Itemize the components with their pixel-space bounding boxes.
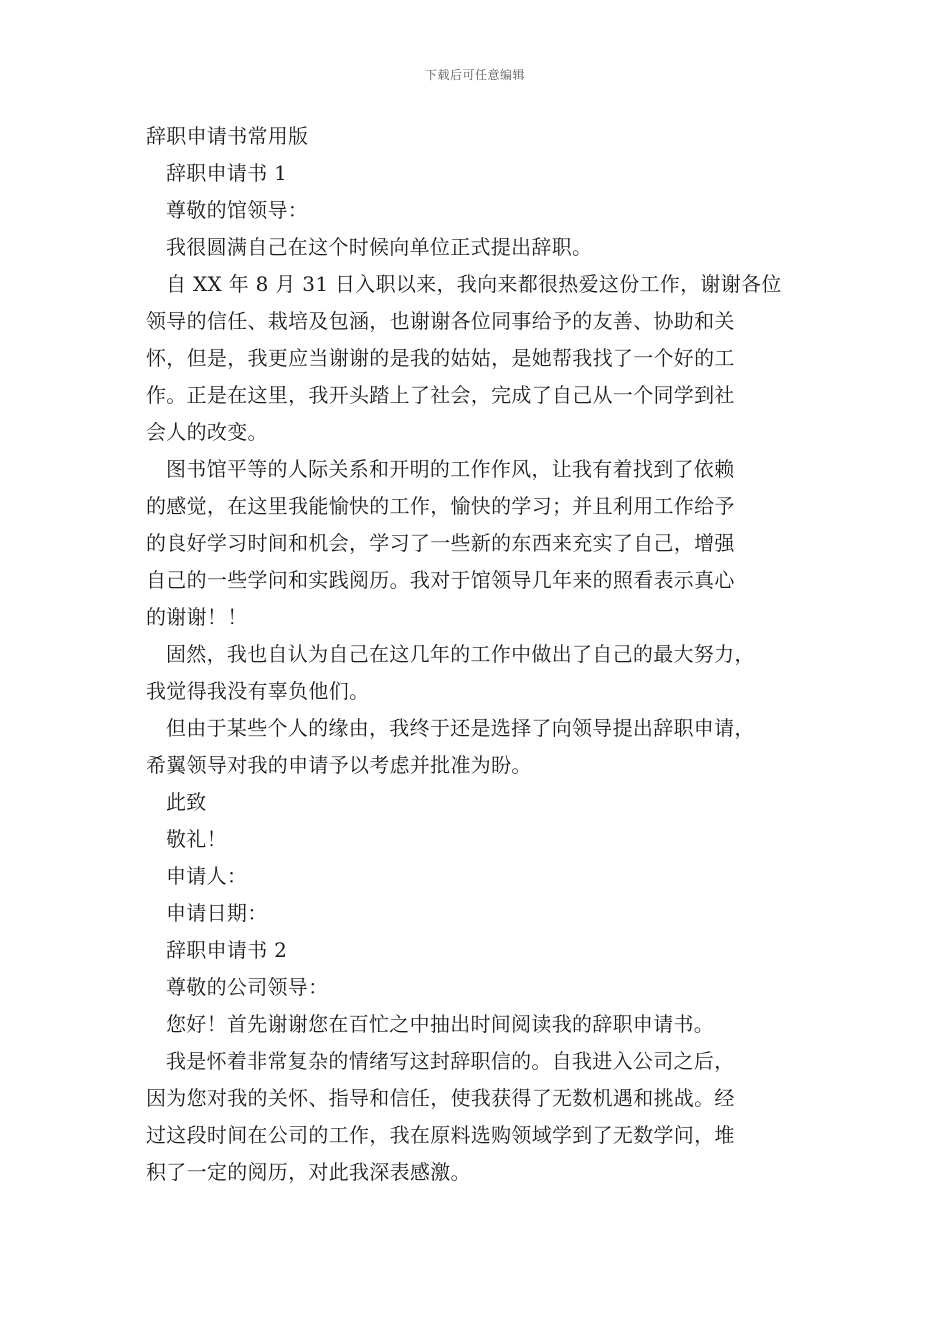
- document-title: 辞职申请书常用版: [146, 124, 309, 148]
- text-line: 过这段时间在公司的工作，我在原料选购领域学到了无数学问，堆: [146, 1123, 735, 1147]
- text-line: 我觉得我没有辜负他们。: [146, 679, 370, 703]
- text-line: 领导的信任、栽培及包涵，也谢谢各位同事给予的友善、协助和关: [146, 309, 735, 333]
- text-line: 的感觉，在这里我能愉快的工作，愉快的学习；并且利用工作给予: [146, 494, 735, 518]
- text-line: 会人的改变。: [146, 420, 268, 444]
- text-line: 的良好学习时间和机会，学习了一些新的东西来充实了自己，增强: [146, 531, 735, 555]
- text-line: 怀，但是，我更应当谢谢的是我的姑姑，是她帮我找了一个好的工: [146, 346, 735, 370]
- text-line: 辞职申请书 2: [166, 938, 288, 962]
- text-line: 尊敬的馆领导：: [166, 198, 309, 222]
- text-line: 自己的一些学问和实践阅历。我对于馆领导几年来的照看表示真心: [146, 568, 735, 592]
- text-line: 希翼领导对我的申请予以考虑并批准为盼。: [146, 753, 532, 777]
- text-line: 但由于某些个人的缘由，我终于还是选择了向领导提出辞职申请，: [166, 716, 755, 740]
- paragraph-lines: [146, 155, 816, 1191]
- text-line: 此致: [166, 790, 207, 814]
- text-line: 我很圆满自己在这个时候向单位正式提出辞职。: [166, 235, 593, 259]
- text-line: 我是怀着非常复杂的情绪写这封辞职信的。自我进入公司之后，: [166, 1049, 735, 1073]
- text-line: 因为您对我的关怀、指导和信任，使我获得了无数机遇和挑战。经: [146, 1086, 735, 1110]
- text-line: 的谢谢！！: [146, 605, 248, 629]
- text-line: 积了一定的阅历，对此我深表感激。: [146, 1160, 471, 1184]
- document-body: [146, 118, 816, 1191]
- text-line: 申请人：: [166, 864, 248, 888]
- text-line: 自 XX 年 8 月 31 日入职以来，我向来都很热爱这份工作，谢谢各位: [166, 272, 782, 296]
- text-line: 您好！首先谢谢您在百忙之中抽出时间阅读我的辞职申请书。: [166, 1012, 715, 1036]
- text-line: 尊敬的公司领导：: [166, 975, 329, 999]
- text-line: 作。正是在这里，我开头踏上了社会，完成了自己从一个同学到社: [146, 383, 735, 407]
- text-line: 图书馆平等的人际关系和开明的工作作风，让我有着找到了依赖: [166, 457, 735, 481]
- page-header: 下载后可任意编辑: [424, 68, 525, 82]
- text-line: 固然，我也自认为自己在这几年的工作中做出了自己的最大努力，: [166, 642, 755, 666]
- text-line: 辞职申请书 1: [166, 161, 288, 185]
- text-line: 申请日期：: [166, 901, 268, 925]
- text-line: 敬礼！: [166, 827, 227, 851]
